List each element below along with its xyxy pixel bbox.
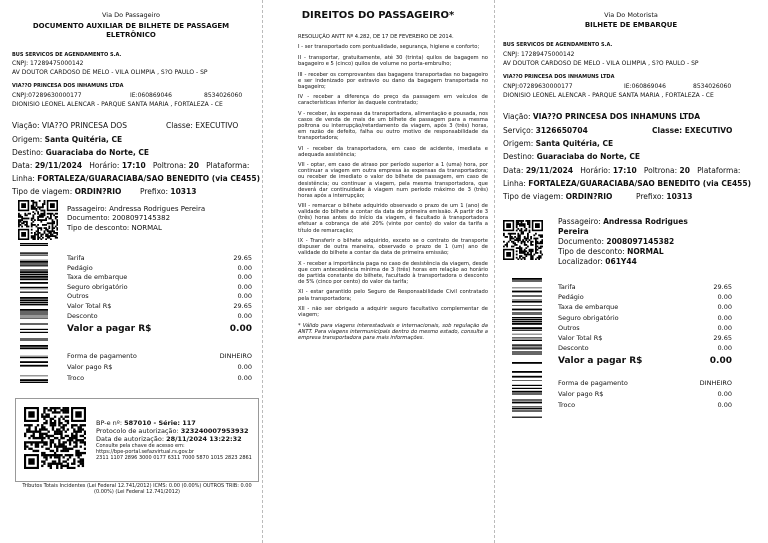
origem-value: Santa Quitéria, CE [535,139,614,148]
carrier-address: DIONISIO LEONEL ALENCAR - PARQUE SANTA MARIA , FORTALEZA - CE [12,101,223,108]
prefixo-label: Prefixo: [636,192,664,201]
table-row [67,265,252,272]
passenger-rights [262,0,494,543]
row-label: Taxa de embarque [67,273,128,282]
destino-value: Guaraciaba do Norte, CE [536,152,641,161]
row-value: 29.65 [713,283,732,291]
table-row [558,402,732,409]
table-row [558,391,732,398]
row-value: 0.00 [717,323,732,332]
prefixo-label: Prefixo: [140,187,168,196]
row-label: Desconto [558,344,589,353]
doc-title: BILHETE DE EMBARQUE [584,21,678,29]
row-label: Valor Total R$ [558,334,603,342]
rights-list [298,34,488,345]
company-name: BUS SERVICOS DE AGENDAMENTO S.A. [503,42,613,48]
row-value: 29.65 [713,334,732,342]
row-value: DINHEIRO [219,352,252,360]
boarding-qr-code [18,200,58,240]
plataforma-label: Plataforma: [697,166,741,175]
carrier-name: VIA??O PRINCESA DOS INHAMUNS LTDA [503,74,615,80]
table-row [67,303,252,310]
tipo-value: ORDIN?RIO [74,187,122,196]
valor-a-pagar-label: Valor a pagar R$ [558,356,643,366]
right-item: VIII - remarcar o bilhete adquirido observado o prazo de um 1 (ano) de validade do bilhete a contar da data de primeira emissão. A partir de 3 (três) horas antes do início da viagem, é facultado à transportadora efetuar a cobrança de até 20% (vinte por cento) do valor da tarifa a título de remarcação; [298,203,488,234]
bpe-num-value: 587010 - Série: 117 [124,419,196,427]
passenger-label: Passageiro: [558,217,601,226]
row-label: Seguro obrigatório [558,313,619,322]
company-name: BUS SERVICOS DE AGENDAMENTO S.A. [12,52,122,58]
rights-title: DIREITOS DO PASSAGEIRO* [301,10,455,21]
row-label: Pedágio [67,263,93,272]
classe: Classe: EXECUTIVO [166,121,239,130]
origem-value: Santa Quitéria, CE [44,135,123,144]
viacao-label: Viação: [503,112,531,121]
row-value: 0.00 [237,263,252,272]
vertical-barcode [20,243,48,383]
table-row [67,293,252,300]
row-value: 0.00 [717,303,732,312]
right-item: II - transportar, gratuitamente, até 30 (trinta) quilos de bagagem no bagageiro e 5 (cinco) quilos de volume no porta-embrulho; [298,54,488,68]
row-label: Valor pago R$ [558,390,604,398]
row-value: 0.00 [717,313,732,322]
row-value: 0.00 [237,363,252,371]
valor-a-pagar-row [67,325,252,334]
right-item: III - receber os comprovantes das bagagens transportadas no bagageiro e ser indenizado por extravio ou dano da bagagem transportada no bagageiro; [298,71,488,90]
destino-value: Guaraciaba do Norte, CE [45,148,150,157]
row-value: 0.00 [237,273,252,282]
table-row [558,294,732,301]
passenger-name-2: Pereira [558,227,589,236]
row-label: Tarifa [67,254,85,262]
localizador-label: Localizador: [558,257,603,266]
company-cnpj: CNPJ: 17289475000142 [503,51,575,58]
tipo-label: Tipo de viagem: [503,192,564,201]
poltrona-label: Poltrona: [152,161,187,170]
carrier-cnpj: CNPJ:07289630000177 [12,92,82,99]
bpe-num-label: BP-e nº: [96,419,123,427]
data-aut-value: 28/11/2024 13:22:32 [166,435,242,443]
row-label: Outros [67,292,89,301]
tipo-value: ORDIN?RIO [565,192,613,201]
row-value: 0.00 [717,293,732,302]
via-header: Via Do Passageiro [101,11,160,19]
horario-value: 17:10 [612,166,637,175]
passenger-document: Documento: 2008097145382 [67,214,171,222]
carrier-address: DIONISIO LEONEL ALENCAR - PARQUE SANTA MARIA , FORTALEZA - CE [503,92,714,99]
horario-label: Horário: [580,166,611,175]
row-value: 29.65 [233,302,252,310]
table-row [558,304,732,311]
destino-label: Destino: [503,152,535,161]
data-aut-label: Data de autorização: [96,435,165,443]
carrier-name: VIA??O PRINCESA DOS INHAMUNS LTDA [12,83,124,89]
row-value: 0.00 [237,311,252,320]
tributos-text: Tributos Totais Incidentes (Lei Federal 12.741/2012) ICMS: 0.00 (0.00%) OUTROS TRIB: 0.00 (0.00%) (Lei Federal 12.741/2012) [22,483,252,495]
poltrona-label: Poltrona: [643,166,678,175]
protocolo-value: 323240007953932 [180,427,249,435]
vertical-barcode [512,278,542,418]
linha-value: FORTALEZA/GUARACIABA/SAO BENEDITO (via CE455) [528,179,752,188]
localizador-value: 061Y44 [605,257,637,266]
passenger-copy [0,0,262,543]
rights-intro: RESOLUÇÃO ANTT Nº 4.282, DE 17 DE FEVEREIRO DE 2014. [298,34,454,40]
table-row [67,284,252,291]
tipo-label: Tipo de viagem: [12,187,73,196]
linha-value: FORTALEZA/GUARACIABA/SAO BENEDITO (via CE455) [37,174,261,183]
company-address: AV DOUTOR CARDOSO DE MELO - VILA OLIMPIA , S?O PAULO - SP [503,60,699,67]
row-value: 0.00 [237,374,252,382]
table-row [67,364,252,371]
table-row [67,353,252,360]
valor-a-pagar-row [558,357,732,366]
desconto-value: NORMAL [627,247,664,256]
discount-type: Tipo de desconto: NORMAL [67,224,162,232]
valor-a-pagar-value: 0.00 [709,356,732,366]
valor-a-pagar-value: 0.00 [229,324,252,334]
passenger-name: Passageiro: Andressa Rodrigues Pereira [67,205,206,213]
plataforma-label: Plataforma: [206,161,250,170]
table-row [558,325,732,332]
data-value: 29/11/2024 [34,161,83,170]
prefixo-value: 10313 [666,192,693,201]
table-row [67,375,252,382]
right-item: VII - optar, em caso de atraso por período superior a 1 (uma) hora, por continuar a viagem em outra empresa às expensas da transportadora; ou receber de imediato o valor do bilhete de passagem, em caso de desistência; ou continuar a viagem, pela mesma transportadora, que deverá dar continuidade à viagem num período máximo de 3 (três) horas após a interrupção; [298,162,488,199]
carrier-phone: 8534026060 [693,83,732,90]
documento-label: Documento: [558,237,604,246]
chave-acesso: 2311 1107 2896 3000 0177 6311 7000 5870 1015 2823 2861 [96,455,252,461]
row-value: DINHEIRO [699,379,732,387]
classe: Classe: EXECUTIVO [652,126,733,135]
row-label: Troco [67,374,85,382]
table-row [558,335,732,342]
row-label: Troco [558,401,576,409]
row-value: 0.00 [237,282,252,291]
right-item: IX - Transferir o bilhete adquirido, exceto se o contrato de transporte dispuser de outra maneira, observado o prazo de 1 (um) ano de validade do bilhete a contar da data de primeira emissão; [298,238,488,257]
boarding-qr-code [503,220,543,260]
row-value: 29.65 [233,254,252,262]
prefixo-value: 10313 [170,187,197,196]
row-label: Seguro obrigatório [67,282,128,291]
data-label: Data: [503,166,524,175]
right-item: VI - receber da transportadora, em caso de acidente, imediata e adequada assistência; [298,145,488,158]
right-item: I - ser transportado com pontualidade, segurança, higiene e conforto; [298,44,480,51]
poltrona-value: 20 [679,166,690,175]
table-row [558,345,732,352]
company-cnpj: CNPJ: 17289475000142 [12,60,84,67]
row-label: Pedágio [558,293,584,302]
rights-footnote: * Válido para viagens interestaduais e internacionais, sob regulação da ANTT. Para viagens intermunicipais dentro do mesmo estado, consulte a empresa transportadora para mais informações. [298,322,488,341]
table-row [558,284,732,291]
row-value: 0.00 [717,390,732,398]
servico-value: 3126650704 [535,126,588,135]
carrier-ie: IE:060869046 [130,92,172,99]
origem-label: Origem: [12,135,43,144]
carrier-phone: 8534026060 [204,92,243,99]
right-item: IV - receber a diferença do preço da passagem em veículos de características inferior às daquele contratado; [298,94,488,107]
doc-title: DOCUMENTO AUXILIAR DE BILHETE DE PASSAGEM ELETRÔNICO [32,22,230,39]
table-row [558,315,732,322]
destino-label: Destino: [12,148,44,157]
linha-label: Linha: [503,179,526,188]
row-label: Outros [558,323,580,332]
viacao: Viação: VIA??O PRINCESA DOS [12,121,127,130]
documento-value: 2008097145382 [606,237,675,246]
row-label: Valor Total R$ [67,302,112,310]
origem-label: Origem: [503,139,534,148]
row-label: Valor pago R$ [67,363,113,371]
data-label: Data: [12,161,33,170]
poltrona-value: 20 [188,161,199,170]
row-label: Forma de pagamento [558,379,628,387]
viacao-value: VIA??O PRINCESA DOS INHAMUNS LTDA [532,112,701,121]
row-label: Taxa de embarque [558,303,619,312]
carrier-cnpj: CNPJ:07289630000177 [503,83,573,90]
horario-value: 17:10 [121,161,146,170]
protocolo-label: Protocolo de autorização: [96,427,179,435]
row-value: 0.00 [237,292,252,301]
company-address: AV DOUTOR CARDOSO DE MELO - VILA OLIMPIA , S?O PAULO - SP [12,69,208,76]
table-row [67,274,252,281]
row-label: Tarifa [558,283,576,291]
consulta-url[interactable]: https://bpe-portal.sefazvirtual.rs.gov.br [96,449,195,455]
table-row [67,313,252,320]
right-item: XII - não ser obrigado a adquirir seguro facultativo complementar de viagem; [298,306,488,319]
linha-label: Linha: [12,174,35,183]
right-item: X - receber a importância paga no caso de desistência da viagem, desde que com antecedência mínima de 3 (três) horas em relação ao horário de partida constante do bilhete, facultado à transportadora o desconto de 5% (cinco por cento) do valor da tarifa; [298,260,488,285]
row-label: Forma de pagamento [67,352,137,360]
row-value: 0.00 [717,344,732,353]
table-row [558,380,732,387]
consulta-text: Consulte pela chave de acesso em: [96,443,185,449]
bpe-qr-code [24,407,86,469]
via-header: Via Do Motorista [604,11,658,19]
table-row [67,255,252,262]
servico-label: Serviço: [503,126,534,135]
carrier-ie: IE:060869046 [624,83,666,90]
passenger-name-1: Andressa Rodrigues [603,217,688,226]
right-item: V - receber, às expensas da transportadora, alimentação e pousada, nos casos de venda de mais de um bilhete de passagem para a mesma poltrona ou interrupção/retardamento da viagem, após 3 (três) horas, em razão de defeito, falha ou outro motivo de responsabilidade da transportadora; [298,110,488,142]
data-value: 29/11/2024 [525,166,574,175]
row-label: Desconto [67,311,98,320]
right-item: XI - estar garantido pelo Seguro de Responsabilidade Civil contratado pela transportadora; [298,289,488,302]
driver-copy [494,0,768,543]
desconto-label: Tipo de desconto: [558,247,625,256]
valor-a-pagar-label: Valor a pagar R$ [67,324,152,334]
horario-label: Horário: [89,161,120,170]
row-value: 0.00 [717,401,732,409]
